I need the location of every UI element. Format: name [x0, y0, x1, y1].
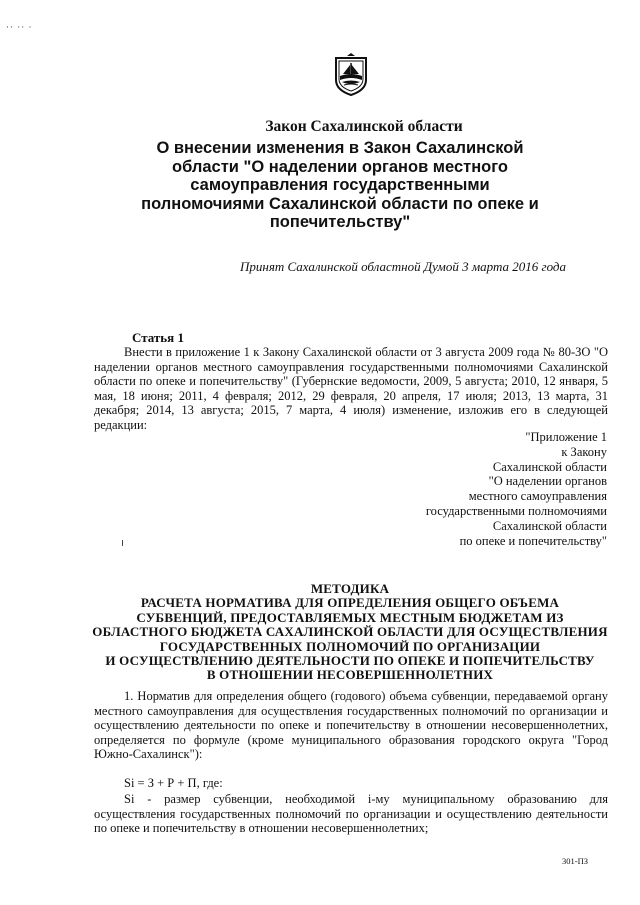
corner-mark: ·· ·· · — [6, 22, 33, 32]
law-title: Закон Сахалинской области — [265, 118, 463, 135]
law-heading — [120, 139, 560, 232]
methodology-line: МЕТОДИКА — [310, 581, 390, 596]
annex-reference — [410, 430, 607, 548]
heading-line: полномочиями Сахалинской области по опеке и — [141, 194, 539, 213]
heading-line: области "О наделении органов местного — [172, 157, 508, 176]
methodology-line: ГОСУДАРСТВЕННЫХ ПОЛНОМОЧИЙ ПО ОРГАНИЗАЦИИ — [159, 638, 541, 654]
methodology-line: В ОТНОШЕНИИ НЕСОВЕРШЕННОЛЕТНИХ — [206, 667, 494, 683]
heading-line: О внесении изменения в Закон Сахалинской — [156, 139, 524, 157]
definition-text: Si - размер субвенции, необходимой i-му муниципальному образованию для осуществления государственных полномочий по организации и осуществлению деятельности по опеке и попечительству в отношении несовершеннолетних; — [94, 792, 608, 836]
article-text: Внести в приложение 1 к Закону Сахалинской области от 3 августа 2009 года № 80-ЗО "О наделении органов местного самоуправления государственными полномочиями Сахалинской области по опеке и попечительству" (Губернские ведомости, 2009, 5 августа; 2010, 12 января, 5 мая, 18 июня; 2011, 4 февраля; 2012, 29 февраля, 20 апреля, 17 июля; 2013, 13 марта, 31 декабря; 2014, 13 августа; 2015, 7 марта, 4 июля) изменение, изложив его в следующей редакции: — [94, 345, 608, 432]
article-title: Статья 1 — [132, 330, 184, 345]
formula: Si = З + Р + П, где: — [124, 776, 223, 790]
methodology-title — [70, 582, 630, 683]
margin-mark — [122, 540, 123, 546]
annex-line: Сахалинской области — [492, 459, 607, 474]
annex-line: "О наделении органов — [488, 474, 607, 489]
point-1-text: 1. Норматив для определения общего (годового) объема субвенции, передаваемой органу местного самоуправления для осуществления государственных полномочий по организации и осуществлению деятельности по опеке и попечительству в отношении несовершеннолетних, определяется по формуле (кроме муниципального образования городского округа "Город Южно-Сахалинск"): — [94, 689, 608, 762]
page-code: 301-ПЗ — [562, 856, 588, 866]
sakhalin-coat-of-arms-icon — [330, 50, 372, 96]
annex-line: местного самоуправления — [468, 489, 607, 504]
methodology-line: СУБВЕНЦИЙ, ПРЕДОСТАВЛЯЕМЫХ МЕСТНЫМ БЮДЖЕТАМ ИЗ — [136, 609, 564, 625]
heading-line: самоуправления государственными — [190, 176, 490, 194]
annex-line: по опеке и попечительству" — [459, 533, 607, 548]
methodology-line: РАСЧЕТА НОРМАТИВА ДЛЯ ОПРЕДЕЛЕНИЯ ОБЩЕГО ОБЪЕМА — [140, 595, 560, 611]
annex-line: Сахалинской области — [492, 518, 607, 533]
adoption-note: Принят Сахалинской областной Думой 3 марта 2016 года — [240, 259, 566, 274]
annex-line: к Закону — [561, 444, 607, 459]
methodology-line: И ОСУЩЕСТВЛЕНИЮ ДЕЯТЕЛЬНОСТИ ПО ОПЕКЕ И ПОПЕЧИТЕЛЬСТВУ — [105, 653, 595, 669]
annex-line: "Приложение 1 — [525, 430, 607, 444]
annex-line: государственными полномочиями — [425, 503, 607, 518]
methodology-line: ОБЛАСТНОГО БЮДЖЕТА САХАЛИНСКОЙ ОБЛАСТИ ДЛЯ ОСУЩЕСТВЛЕНИЯ — [92, 624, 608, 640]
heading-line: попечительству" — [269, 213, 411, 231]
